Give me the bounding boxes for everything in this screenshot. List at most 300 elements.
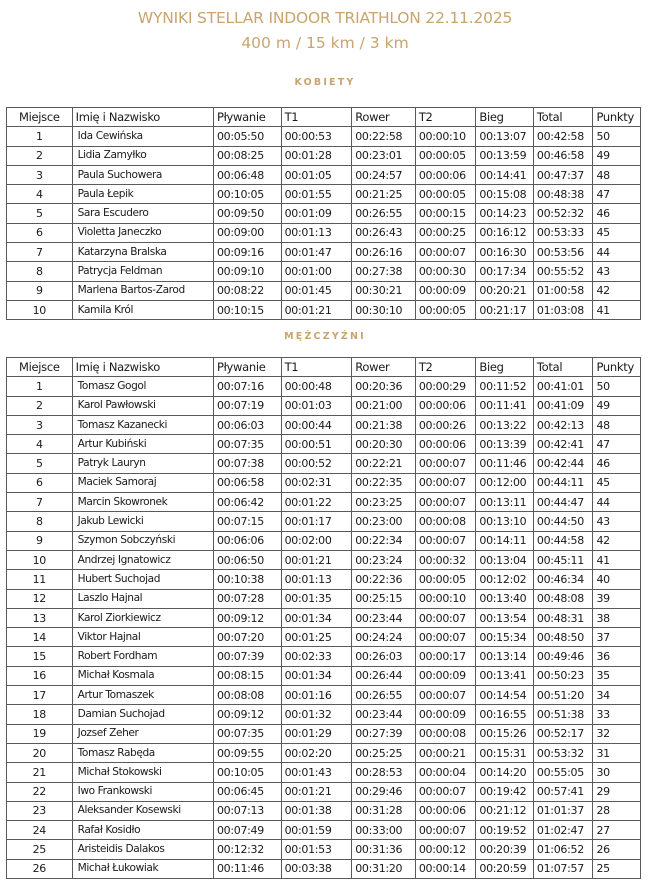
cell-swim: 00:06:03 xyxy=(213,415,281,434)
cell-place: 26 xyxy=(7,859,73,878)
cell-total: 00:44:11 xyxy=(533,473,593,492)
cell-total: 00:48:50 xyxy=(533,628,593,647)
cell-total: 00:44:50 xyxy=(533,512,593,531)
cell-swim: 00:07:19 xyxy=(213,396,281,415)
table-row xyxy=(7,377,641,396)
cell-run: 00:16:55 xyxy=(476,705,534,724)
cell-name: Karol Pawłowski xyxy=(72,396,213,415)
cell-points: 33 xyxy=(593,705,641,724)
cell-bike: 00:26:44 xyxy=(352,666,416,685)
cell-points: 43 xyxy=(593,512,641,531)
cell-points: 38 xyxy=(593,608,641,627)
cell-name: Jozsef Zeher xyxy=(72,724,213,743)
cell-points: 46 xyxy=(593,204,641,223)
cell-points: 49 xyxy=(593,396,641,415)
cell-t2: 00:00:15 xyxy=(415,204,476,223)
table-row xyxy=(7,763,641,782)
cell-t1: 00:01:47 xyxy=(281,243,352,262)
table-row xyxy=(7,281,641,300)
column-header-run: Bieg xyxy=(476,358,534,377)
cell-t1: 00:01:17 xyxy=(281,512,352,531)
cell-t2: 00:00:06 xyxy=(415,801,476,820)
cell-t1: 00:02:20 xyxy=(281,743,352,762)
cell-t2: 00:00:07 xyxy=(415,821,476,840)
cell-bike: 00:26:03 xyxy=(352,647,416,666)
table-header-row xyxy=(7,358,641,377)
cell-swim: 00:06:06 xyxy=(213,531,281,550)
cell-total: 00:46:58 xyxy=(533,146,593,165)
cell-swim: 00:10:05 xyxy=(213,763,281,782)
cell-total: 01:03:08 xyxy=(533,300,593,319)
column-header-total: Total xyxy=(533,108,593,127)
cell-place: 6 xyxy=(7,473,73,492)
cell-points: 44 xyxy=(593,243,641,262)
cell-run: 00:13:40 xyxy=(476,589,534,608)
cell-swim: 00:10:05 xyxy=(213,185,281,204)
cell-bike: 00:33:00 xyxy=(352,821,416,840)
cell-name: Michał Stokowski xyxy=(72,763,213,782)
cell-place: 15 xyxy=(7,647,73,666)
cell-name: Kamila Król xyxy=(72,300,213,319)
cell-run: 00:20:59 xyxy=(476,859,534,878)
cell-t1: 00:01:34 xyxy=(281,666,352,685)
cell-bike: 00:26:55 xyxy=(352,204,416,223)
cell-points: 32 xyxy=(593,724,641,743)
cell-name: Robert Fordham xyxy=(72,647,213,666)
table-row xyxy=(7,724,641,743)
cell-run: 00:12:00 xyxy=(476,473,534,492)
column-header-t1: T1 xyxy=(281,358,352,377)
cell-swim: 00:09:50 xyxy=(213,204,281,223)
cell-t2: 00:00:09 xyxy=(415,705,476,724)
cell-t2: 00:00:06 xyxy=(415,165,476,184)
cell-swim: 00:12:32 xyxy=(213,840,281,859)
cell-bike: 00:28:53 xyxy=(352,763,416,782)
cell-name: Maciek Samoraj xyxy=(72,473,213,492)
cell-total: 00:44:47 xyxy=(533,493,593,512)
cell-run: 00:20:39 xyxy=(476,840,534,859)
cell-t2: 00:00:09 xyxy=(415,281,476,300)
cell-t1: 00:01:22 xyxy=(281,493,352,512)
table-row xyxy=(7,243,641,262)
cell-bike: 00:21:00 xyxy=(352,396,416,415)
cell-t2: 00:00:08 xyxy=(415,724,476,743)
cell-run: 00:12:02 xyxy=(476,570,534,589)
cell-t1: 00:01:25 xyxy=(281,628,352,647)
cell-swim: 00:07:39 xyxy=(213,647,281,666)
table-row xyxy=(7,435,641,454)
cell-name: Hubert Suchojad xyxy=(72,570,213,589)
table-row xyxy=(7,628,641,647)
cell-name: Michał Kosmala xyxy=(72,666,213,685)
cell-bike: 00:25:25 xyxy=(352,743,416,762)
cell-points: 25 xyxy=(593,859,641,878)
cell-name: Laszlo Hajnal xyxy=(72,589,213,608)
cell-t1: 00:01:28 xyxy=(281,146,352,165)
cell-place: 23 xyxy=(7,801,73,820)
cell-place: 19 xyxy=(7,724,73,743)
cell-points: 35 xyxy=(593,666,641,685)
cell-bike: 00:23:01 xyxy=(352,146,416,165)
cell-run: 00:15:08 xyxy=(476,185,534,204)
table-row xyxy=(7,705,641,724)
table-row xyxy=(7,204,641,223)
cell-t1: 00:02:33 xyxy=(281,647,352,666)
cell-t2: 00:00:05 xyxy=(415,300,476,319)
table-row xyxy=(7,127,641,146)
cell-name: Marlena Bartos-Zarod xyxy=(72,281,213,300)
cell-t1: 00:01:55 xyxy=(281,185,352,204)
cell-t1: 00:00:52 xyxy=(281,454,352,473)
cell-total: 01:07:57 xyxy=(533,859,593,878)
cell-total: 00:53:56 xyxy=(533,243,593,262)
cell-place: 9 xyxy=(7,281,73,300)
cell-name: Tomasz Rabęda xyxy=(72,743,213,762)
cell-points: 26 xyxy=(593,840,641,859)
column-header-run: Bieg xyxy=(476,108,534,127)
cell-t2: 00:00:07 xyxy=(415,782,476,801)
cell-t2: 00:00:05 xyxy=(415,570,476,589)
cell-t1: 00:01:29 xyxy=(281,724,352,743)
cell-swim: 00:08:25 xyxy=(213,146,281,165)
cell-bike: 00:20:30 xyxy=(352,435,416,454)
cell-points: 47 xyxy=(593,185,641,204)
cell-bike: 00:31:28 xyxy=(352,801,416,820)
table-row xyxy=(7,165,641,184)
cell-points: 41 xyxy=(593,300,641,319)
cell-total: 00:45:11 xyxy=(533,550,593,569)
table-row xyxy=(7,686,641,705)
cell-total: 00:44:58 xyxy=(533,531,593,550)
table-row xyxy=(7,223,641,242)
cell-t2: 00:00:30 xyxy=(415,262,476,281)
cell-points: 48 xyxy=(593,415,641,434)
cell-total: 00:47:37 xyxy=(533,165,593,184)
cell-swim: 00:06:50 xyxy=(213,550,281,569)
cell-swim: 00:07:35 xyxy=(213,435,281,454)
cell-points: 34 xyxy=(593,686,641,705)
cell-t1: 00:01:16 xyxy=(281,686,352,705)
cell-bike: 00:30:21 xyxy=(352,281,416,300)
cell-t2: 00:00:32 xyxy=(415,550,476,569)
cell-name: Michał Łukowiak xyxy=(72,859,213,878)
cell-t1: 00:02:00 xyxy=(281,531,352,550)
cell-bike: 00:26:16 xyxy=(352,243,416,262)
table-row xyxy=(7,185,641,204)
cell-t2: 00:00:04 xyxy=(415,763,476,782)
cell-total: 00:51:38 xyxy=(533,705,593,724)
cell-bike: 00:29:46 xyxy=(352,782,416,801)
table-row xyxy=(7,473,641,492)
cell-run: 00:13:41 xyxy=(476,666,534,685)
cell-swim: 00:07:20 xyxy=(213,628,281,647)
cell-place: 4 xyxy=(7,435,73,454)
cell-bike: 00:26:43 xyxy=(352,223,416,242)
cell-t1: 00:01:21 xyxy=(281,550,352,569)
cell-points: 47 xyxy=(593,435,641,454)
column-header-t1: T1 xyxy=(281,108,352,127)
cell-swim: 00:09:12 xyxy=(213,705,281,724)
cell-bike: 00:23:00 xyxy=(352,512,416,531)
cell-bike: 00:23:25 xyxy=(352,493,416,512)
cell-place: 9 xyxy=(7,531,73,550)
cell-place: 25 xyxy=(7,840,73,859)
cell-bike: 00:22:35 xyxy=(352,473,416,492)
cell-name: Karol Ziorkiewicz xyxy=(72,608,213,627)
cell-name: Rafał Kosidło xyxy=(72,821,213,840)
race-distances: 400 m / 15 km / 3 km xyxy=(241,34,409,52)
cell-total: 00:48:38 xyxy=(533,185,593,204)
cell-place: 20 xyxy=(7,743,73,762)
cell-bike: 00:23:44 xyxy=(352,608,416,627)
cell-place: 21 xyxy=(7,763,73,782)
cell-place: 6 xyxy=(7,223,73,242)
cell-name: Patryk Lauryn xyxy=(72,454,213,473)
cell-points: 31 xyxy=(593,743,641,762)
cell-t2: 00:00:07 xyxy=(415,454,476,473)
table-row xyxy=(7,589,641,608)
cell-name: Damian Suchojad xyxy=(72,705,213,724)
cell-place: 22 xyxy=(7,782,73,801)
cell-run: 00:19:42 xyxy=(476,782,534,801)
cell-t2: 00:00:12 xyxy=(415,840,476,859)
cell-name: Szymon Sobczyński xyxy=(72,531,213,550)
cell-swim: 00:07:35 xyxy=(213,724,281,743)
cell-t2: 00:00:05 xyxy=(415,185,476,204)
table-row xyxy=(7,608,641,627)
cell-run: 00:14:20 xyxy=(476,763,534,782)
cell-t1: 00:00:51 xyxy=(281,435,352,454)
cell-place: 1 xyxy=(7,377,73,396)
cell-run: 00:15:26 xyxy=(476,724,534,743)
table-row xyxy=(7,743,641,762)
cell-t1: 00:01:13 xyxy=(281,223,352,242)
cell-name: Tomasz Gogol xyxy=(72,377,213,396)
cell-points: 40 xyxy=(593,570,641,589)
cell-total: 00:49:46 xyxy=(533,647,593,666)
cell-place: 10 xyxy=(7,300,73,319)
cell-run: 00:14:41 xyxy=(476,165,534,184)
cell-points: 39 xyxy=(593,589,641,608)
cell-points: 48 xyxy=(593,165,641,184)
column-header-bike: Rower xyxy=(352,108,416,127)
cell-total: 00:52:32 xyxy=(533,204,593,223)
cell-total: 00:55:52 xyxy=(533,262,593,281)
cell-place: 3 xyxy=(7,165,73,184)
cell-total: 00:51:20 xyxy=(533,686,593,705)
cell-t1: 00:01:32 xyxy=(281,705,352,724)
cell-t2: 00:00:07 xyxy=(415,686,476,705)
cell-bike: 00:31:20 xyxy=(352,859,416,878)
cell-points: 45 xyxy=(593,473,641,492)
table-row xyxy=(7,262,641,281)
cell-t2: 00:00:07 xyxy=(415,531,476,550)
cell-run: 00:11:41 xyxy=(476,396,534,415)
cell-swim: 00:07:38 xyxy=(213,454,281,473)
cell-t2: 00:00:26 xyxy=(415,415,476,434)
cell-name: Aleksander Kosewski xyxy=(72,801,213,820)
cell-points: 50 xyxy=(593,377,641,396)
cell-bike: 00:20:36 xyxy=(352,377,416,396)
cell-place: 7 xyxy=(7,243,73,262)
cell-bike: 00:22:58 xyxy=(352,127,416,146)
cell-t2: 00:00:29 xyxy=(415,377,476,396)
cell-swim: 00:07:49 xyxy=(213,821,281,840)
cell-total: 00:41:09 xyxy=(533,396,593,415)
cell-run: 00:13:22 xyxy=(476,415,534,434)
cell-t1: 00:01:09 xyxy=(281,204,352,223)
cell-points: 45 xyxy=(593,223,641,242)
table-row xyxy=(7,454,641,473)
cell-swim: 00:07:28 xyxy=(213,589,281,608)
cell-run: 00:14:11 xyxy=(476,531,534,550)
cell-swim: 00:05:50 xyxy=(213,127,281,146)
cell-run: 00:16:30 xyxy=(476,243,534,262)
cell-total: 01:01:37 xyxy=(533,801,593,820)
cell-name: Patrycja Feldman xyxy=(72,262,213,281)
cell-place: 24 xyxy=(7,821,73,840)
cell-place: 5 xyxy=(7,454,73,473)
cell-place: 14 xyxy=(7,628,73,647)
cell-total: 00:55:05 xyxy=(533,763,593,782)
table-row xyxy=(7,550,641,569)
cell-t2: 00:00:21 xyxy=(415,743,476,762)
cell-run: 00:21:17 xyxy=(476,300,534,319)
cell-place: 13 xyxy=(7,608,73,627)
cell-name: Paula Łepik xyxy=(72,185,213,204)
cell-t2: 00:00:07 xyxy=(415,628,476,647)
column-header-bike: Rower xyxy=(352,358,416,377)
table-row xyxy=(7,859,641,878)
cell-points: 49 xyxy=(593,146,641,165)
column-header-place: Miejsce xyxy=(7,108,73,127)
cell-t1: 00:01:21 xyxy=(281,300,352,319)
cell-t1: 00:01:43 xyxy=(281,763,352,782)
cell-t2: 00:00:10 xyxy=(415,127,476,146)
cell-run: 00:17:34 xyxy=(476,262,534,281)
cell-swim: 00:09:16 xyxy=(213,243,281,262)
cell-t2: 00:00:05 xyxy=(415,146,476,165)
cell-t1: 00:01:53 xyxy=(281,840,352,859)
cell-t1: 00:01:35 xyxy=(281,589,352,608)
cell-name: Ida Cewińska xyxy=(72,127,213,146)
cell-bike: 00:21:25 xyxy=(352,185,416,204)
column-header-total: Total xyxy=(533,358,593,377)
cell-name: Marcin Skowronek xyxy=(72,493,213,512)
cell-name: Viktor Hajnal xyxy=(72,628,213,647)
cell-t2: 00:00:07 xyxy=(415,243,476,262)
cell-bike: 00:23:44 xyxy=(352,705,416,724)
cell-name: Tomasz Kazanecki xyxy=(72,415,213,434)
cell-name: Violetta Janeczko xyxy=(72,223,213,242)
cell-place: 1 xyxy=(7,127,73,146)
cell-points: 50 xyxy=(593,127,641,146)
cell-name: Lidia Zamyłko xyxy=(72,146,213,165)
cell-bike: 00:30:10 xyxy=(352,300,416,319)
cell-place: 5 xyxy=(7,204,73,223)
cell-swim: 00:06:45 xyxy=(213,782,281,801)
cell-t1: 00:00:44 xyxy=(281,415,352,434)
column-header-name: Imię i Nazwisko xyxy=(72,108,213,127)
cell-place: 7 xyxy=(7,493,73,512)
men-results-table xyxy=(6,357,641,879)
cell-t1: 00:03:38 xyxy=(281,859,352,878)
cell-swim: 00:06:42 xyxy=(213,493,281,512)
cell-bike: 00:31:36 xyxy=(352,840,416,859)
cell-total: 01:06:52 xyxy=(533,840,593,859)
cell-t2: 00:00:17 xyxy=(415,647,476,666)
cell-t2: 00:00:09 xyxy=(415,666,476,685)
cell-run: 00:13:54 xyxy=(476,608,534,627)
cell-points: 42 xyxy=(593,531,641,550)
cell-swim: 00:08:15 xyxy=(213,666,281,685)
cell-t2: 00:00:06 xyxy=(415,396,476,415)
cell-t1: 00:01:38 xyxy=(281,801,352,820)
cell-name: Artur Tomaszek xyxy=(72,686,213,705)
cell-swim: 00:08:08 xyxy=(213,686,281,705)
cell-place: 8 xyxy=(7,262,73,281)
table-row xyxy=(7,782,641,801)
cell-bike: 00:23:24 xyxy=(352,550,416,569)
cell-bike: 00:22:21 xyxy=(352,454,416,473)
cell-t2: 00:00:06 xyxy=(415,435,476,454)
section-label-men: MĘŻCZYŹNI xyxy=(284,331,366,342)
cell-t1: 00:01:34 xyxy=(281,608,352,627)
cell-place: 10 xyxy=(7,550,73,569)
table-row xyxy=(7,300,641,319)
table-row xyxy=(7,666,641,685)
cell-swim: 00:10:38 xyxy=(213,570,281,589)
cell-t2: 00:00:08 xyxy=(415,512,476,531)
cell-total: 01:00:58 xyxy=(533,281,593,300)
cell-run: 00:15:31 xyxy=(476,743,534,762)
cell-t1: 00:01:05 xyxy=(281,165,352,184)
table-row xyxy=(7,493,641,512)
cell-swim: 00:09:12 xyxy=(213,608,281,627)
cell-total: 00:46:34 xyxy=(533,570,593,589)
cell-run: 00:13:10 xyxy=(476,512,534,531)
cell-place: 11 xyxy=(7,570,73,589)
cell-points: 43 xyxy=(593,262,641,281)
cell-t2: 00:00:10 xyxy=(415,589,476,608)
cell-points: 37 xyxy=(593,628,641,647)
column-header-points: Punkty xyxy=(593,358,641,377)
cell-name: Jakub Lewicki xyxy=(72,512,213,531)
cell-t1: 00:02:31 xyxy=(281,473,352,492)
cell-bike: 00:22:34 xyxy=(352,531,416,550)
table-row xyxy=(7,396,641,415)
cell-run: 00:16:12 xyxy=(476,223,534,242)
cell-total: 00:53:33 xyxy=(533,223,593,242)
cell-swim: 00:07:13 xyxy=(213,801,281,820)
section-label-women: KOBIETY xyxy=(294,77,356,88)
cell-run: 00:20:21 xyxy=(476,281,534,300)
cell-place: 8 xyxy=(7,512,73,531)
cell-run: 00:15:34 xyxy=(476,628,534,647)
column-header-place: Miejsce xyxy=(7,358,73,377)
cell-swim: 00:09:10 xyxy=(213,262,281,281)
cell-swim: 00:07:15 xyxy=(213,512,281,531)
cell-points: 27 xyxy=(593,821,641,840)
cell-total: 00:48:31 xyxy=(533,608,593,627)
cell-t1: 00:01:45 xyxy=(281,281,352,300)
table-row xyxy=(7,415,641,434)
cell-place: 17 xyxy=(7,686,73,705)
cell-t1: 00:01:03 xyxy=(281,396,352,415)
table-row xyxy=(7,531,641,550)
cell-swim: 00:06:48 xyxy=(213,165,281,184)
column-header-t2: T2 xyxy=(415,358,476,377)
